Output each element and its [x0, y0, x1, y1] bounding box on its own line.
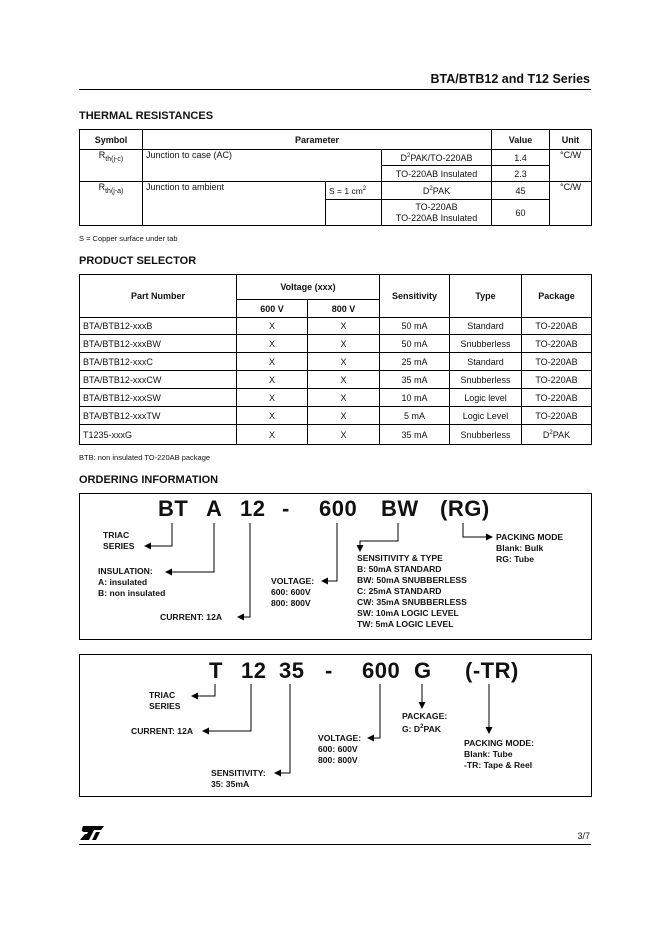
- label-packing-mode: PACKING MODE Blank: Bulk RG: Tube: [496, 532, 564, 564]
- ordering-heading: ORDERING INFORMATION: [79, 474, 219, 486]
- table-row: T1235-xxxG X X 35 mA Snubberless $D^2PAK$: [80, 425, 592, 445]
- col-type: Type: [450, 275, 522, 318]
- col-part-number: Part Number: [80, 275, 237, 318]
- code-voltage: 600: [319, 496, 358, 521]
- table-row: BTA/BTB12-xxxCW X X 35 mA Snubberless TO-220AB: [80, 371, 592, 389]
- pkg-to220-insulated: TO-220AB Insulated: [382, 166, 492, 182]
- line-triac: [192, 684, 215, 696]
- condition-cell: S = 1 $cm^2$: [326, 182, 382, 200]
- code-current: 12: [240, 496, 266, 521]
- code-packing: (-TR): [465, 658, 519, 683]
- symbol-rth-ja: $R_{th(j-a)}$: [80, 182, 143, 226]
- label-current: CURRENT: 12A: [160, 612, 223, 622]
- value-cell: 1.4: [492, 150, 550, 166]
- code-sensitivity: BW: [381, 496, 419, 521]
- line-current: [238, 523, 250, 617]
- code-bt: BT: [158, 496, 189, 521]
- param-junction-case: Junction to case (AC): [143, 150, 382, 182]
- symbol-rth-jc: $R_{th(j-c)}$: [80, 150, 143, 182]
- table-row: BTA/BTB12-xxxSW X X 10 mA Logic level TO-220AB: [80, 389, 592, 407]
- code-sensitivity: 35: [279, 658, 305, 683]
- code-dash: -: [282, 496, 290, 521]
- value-cell: 60: [492, 200, 550, 226]
- line-sensitivity: [360, 523, 398, 551]
- label-sensitivity-type: SENSITIVITY & TYPE B: 50mA STANDARD BW: 50mA SNUBBERLESS C: 25mA STANDARD CW: 35mA SNUBBERLESS SW: 10mA LOGIC LEVEL TW: 5mA LOGIC LEVEL: [357, 553, 467, 629]
- line-current: [203, 684, 251, 731]
- line-voltage: [322, 523, 337, 581]
- col-symbol: Symbol: [80, 130, 143, 150]
- label-package: PACKAGE: G: $D^2PAK$: [402, 711, 448, 734]
- label-packing-mode: PACKING MODE: Blank: Tube -TR: Tape & Reel: [464, 738, 535, 770]
- label-voltage: VOLTAGE: 600: 600V 800: 800V: [318, 733, 362, 765]
- code-insulation: A: [206, 496, 223, 521]
- col-voltage: Voltage (xxx): [237, 275, 380, 300]
- col-value: Value: [492, 130, 550, 150]
- label-triac-series: TRIAC SERIES: [103, 530, 135, 551]
- pkg-d2pak: $D^2PAK$: [382, 182, 492, 200]
- selector-note: BTB: non insulated TO-220AB package: [79, 453, 211, 462]
- code-voltage: 600: [362, 658, 401, 683]
- table-row: BTA/BTB12-xxxC X X 25 mA Standard TO-220AB: [80, 353, 592, 371]
- pkg-d2pak-to220: $D^2PAK/TO-220AB$: [382, 150, 492, 166]
- value-cell: 45: [492, 182, 550, 200]
- table-row: BTA/BTB12-xxxB X X 50 mA Standard TO-220AB: [80, 318, 592, 335]
- label-insulation: INSULATION: A: insulated B: non insulated: [98, 566, 166, 598]
- col-unit: Unit: [550, 130, 592, 150]
- footer-rule: [79, 844, 591, 845]
- line-insulation: [166, 523, 214, 572]
- table-row: BTA/BTB12-xxxTW X X 5 mA Logic Level TO-220AB: [80, 407, 592, 425]
- label-sensitivity: SENSITIVITY: 35: 35mA: [211, 768, 266, 789]
- pkg-to220-both: TO-220AB TO-220AB Insulated: [382, 200, 492, 226]
- col-sensitivity: Sensitivity: [380, 275, 450, 318]
- selector-heading: PRODUCT SELECTOR: [79, 255, 197, 267]
- col-800v: 800 V: [308, 300, 380, 318]
- thermal-note: S = Copper surface under tab: [79, 234, 178, 243]
- code-t: T: [209, 658, 223, 683]
- line-voltage: [368, 684, 380, 738]
- table-row: BTA/BTB12-xxxBW X X 50 mA Snubberless TO-220AB: [80, 335, 592, 353]
- code-dash: -: [325, 658, 333, 683]
- col-600v: 600 V: [237, 300, 308, 318]
- unit-cell: °C/W: [550, 182, 592, 226]
- unit-cell: °C/W: [550, 150, 592, 182]
- line-triac: [145, 523, 172, 546]
- code-packing: (RG): [440, 496, 490, 521]
- thermal-heading: THERMAL RESISTANCES: [79, 110, 214, 122]
- line-packing: [463, 523, 492, 537]
- col-parameter: Parameter: [143, 130, 492, 150]
- label-voltage: VOLTAGE: 600: 600V 800: 800V: [271, 576, 315, 608]
- label-current: CURRENT: 12A: [131, 726, 194, 736]
- page-number: 3/7: [577, 831, 590, 841]
- st-logo-icon: [79, 824, 105, 842]
- document-title: BTA/BTB12 and T12 Series: [430, 72, 590, 86]
- code-current: 12: [241, 658, 267, 683]
- label-triac-series: TRIAC SERIES: [149, 690, 181, 711]
- col-package: Package: [522, 275, 592, 318]
- code-package: G: [414, 658, 432, 683]
- value-cell: 2.3: [492, 166, 550, 182]
- line-sensitivity: [275, 684, 290, 773]
- param-junction-ambient: Junction to ambient: [143, 182, 326, 226]
